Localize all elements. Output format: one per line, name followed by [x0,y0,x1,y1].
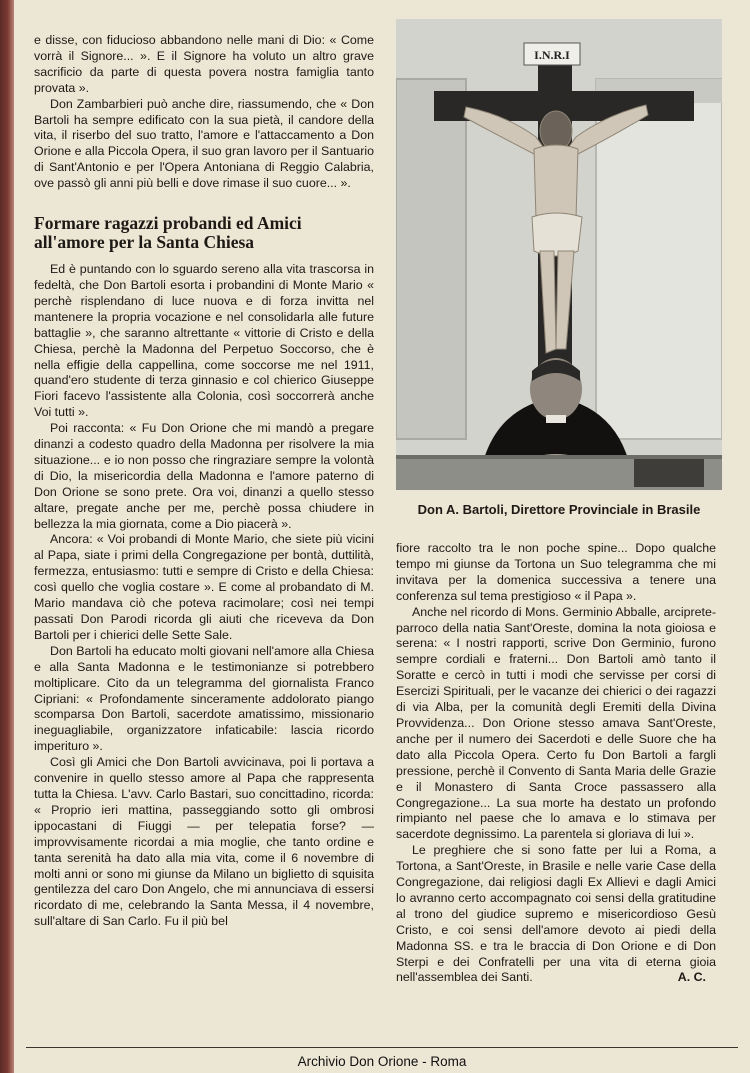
section-heading: Formare ragazzi probandi ed Amici all'amore per la Santa Chiesa [34,213,302,253]
author-signature: A. C. [677,970,706,985]
paragraph-ancora: Ancora: « Voi probandi di Monte Mario, che siete più vicini al Papa, siate i primi della Congregazione per bontà, duttilità, fermezza, entusiasmo: tutti e sempre di Cristo e della Chiesa: così quello che voglia costare ». E come al probandato di M. Mario mandava ciò che poteva racimolare; così nei tempi passati Don Parodi ricorda gli aiuti che riceveva da Don Bartoli per i chierici delle Sette Sale. [34,532,374,642]
paragraph-monte-mario: Ed è puntando con lo sguardo sereno alla vita trascorsa in fedeltà, che Don Bartoli esorta i probandini di Monte Mario « perchè risplendano di luce nuova e di forza invitta nel mantenere la propria vocazione e nel consolidarla alle future battaglie », che saranno altrettante « vittorie di Cristo e della Chiesa, perchè la Madonna del Perpetuo Soccorso, che è nella effigie della cappellina, come soccorse me nel 1911, quand'ero studente di terza ginnasio e col chierico Giuseppe Fiori facevo l'assistente alla Colonia, così soccorrerà anche Voi tutti ». [34,262,374,420]
paragraph-amici: Così gli Amici che Don Bartoli avvicinava, poi li portava a convenire in quello stesso amore al Papa che rappresenta tutta la Chiesa. L'avv. Carlo Bastari, suo concittadino, ricorda: « Proprio ieri mattina, passeggiando sotto gli ombrosi ippocastani di Fiuggi — per telepatia forse? — improvvisamente ricordai a mia moglie, che tanto ordine e tanta serenità ha dato alla mia vita, come il 6 novembre di molti anni or sono mi giunse da Milano un biglietto di squisita gentilezza del caro Don Angelo, che mi annunciava di essersi ricordato di me, celebrando la Santa Messa, il 4 novembre, sull'altare di San Carlo. Fu il più bel [34,755,374,929]
page-binding-edge [0,0,14,1073]
paragraph-fiore: fiore raccolto tra le non poche spine... Dopo qualche tempo mi giunse da Tortona un Suo telegramma che mi invitava per la domenica successiva a tenere una conferenza sul tema prestigioso « il Papa ». [396,541,716,603]
left-column [34,33,374,930]
photo-caption: Don A. Bartoli, Direttore Provinciale in Brasile [417,502,701,517]
paragraph-preghiere [396,843,716,986]
inri-text: I.N.R.I [534,48,570,62]
photo-illustration [396,19,722,490]
footer-divider [26,1047,738,1048]
paragraph-abballe: Anche nel ricordo di Mons. Germinio Abballe, arciprete-parroco della natia Sant'Oreste, domina la nota gioiosa e serena: « I nostri rapporti, scrive Don Germinio, furono sempre cordiali e fraterni... Don Bartoli amò tanto il Soratte e cercò in tutti i modi che servisse per corsi di Esercizi Spirituali, per le vacanze dei chierici o dei ragazzi di via Alba, per la comunità degli Eremiti della Divina Provvidenza... Don Orione stesso amava Sant'Oreste, anche per il numero dei Sacerdoti e delle Suore che ha dato alla Piccola Opera. Certo fu Don Bartoli a fargli pressione, perchè il Convento di Santa Maria delle Grazie e il Monastero di Santa Croce passassero alla Congregazione... La sua morte ha destato un profondo rimpianto nel paese che lo amava e lo stimava per sacerdote degnissimo. La parentela si gloriava di lui ». [396,604,716,842]
archive-footer: Archivio Don Orione - Roma [297,1054,467,1069]
paragraph-racconta: Poi racconta: « Fu Don Orione che mi mandò a pregare dinanzi a codesto quadro della Madonna per risolvere la mia situazione... e io non posso che ringraziare sempre la volontà di Dio, la misericordia della Madonna e l'amore paterno di Don Orione se sono prete. Ora voi, dinanzi a quello stesso altare, pregate anche per me, perchè possa chiudere in bellezza la mia giornata, come a Dio piacerà ». [34,421,374,531]
paragraph-preghiere-text: Le preghiere che si sono fatte per lui a Roma, a Tortona, a Sant'Oreste, in Brasile e nelle varie Case della Congregazione, dai religiosi dagli Ex Allievi e dagli Amici lo avranno certo accompagnato coi sensi della gratitudine al trono del giudice supremo e misericordioso Gesù Cristo, e coi sensi dell'amore devoto ai piedi della Madonna SS. e tra le braccia di Don Orione e di Don Sterpi e dei Confratelli per una vita di eterna gioia nell'assemblea dei Santi. [396,843,716,985]
right-column [396,541,716,986]
crucifix-photo [396,19,722,490]
paragraph-educato: Don Bartoli ha educato molti giovani nell'amore alla Chiesa e alla Santa Madonna e le testimonianze si potrebbero moltiplicare. Cito da un telegramma del giornalista Franco Cipriani: « Profondamente sinceramente addolorato piango scomparsa Don Bartoli, sacerdote amatissimo, missionario ineguagliabile, organizzatore infaticabile: lascia ricordo imperituro ». [34,643,374,754]
paragraph-opening: e disse, con fiducioso abbandono nelle mani di Dio: « Come vorrà il Signore... ». E il Signore ha voluto un altro grave sacrificio da parte di questa povera nostra famiglia tanto provata ». [34,33,374,95]
paragraph-zambarbieri: Don Zambarbieri può anche dire, riassumendo, che « Don Bartoli ha sempre edificato con la sua pietà, il candore della vita, il riserbo del suo tratto, l'amore e l'attaccamento a Don Orione e alla Piccola Opera, il suo gran lavoro per il Santuario di Sant'Antonio e per l'Opera Antoniana di Reggio Calabria, ove passò gli anni più belli e dove rimase il suo cuore... ». [34,96,374,191]
magazine-page [14,0,750,1073]
